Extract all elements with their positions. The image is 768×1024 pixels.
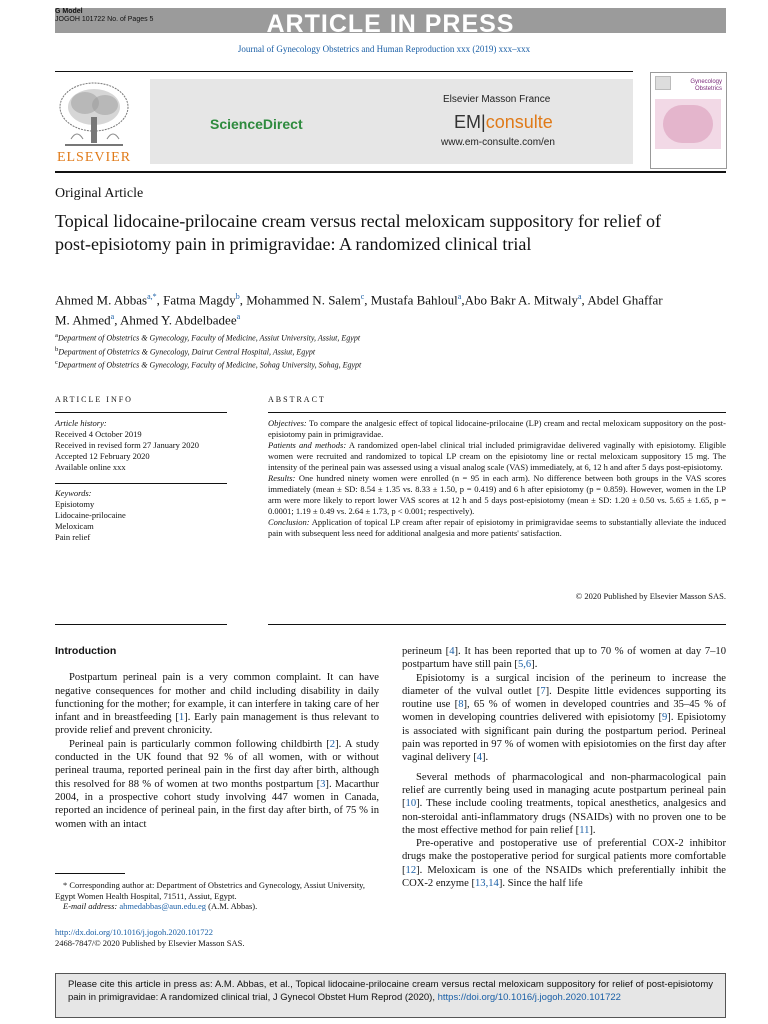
info-bottom-rule (55, 624, 227, 625)
reference-link[interactable]: 11 (579, 824, 590, 836)
affiliation-text: Department of Obstetrics & Gynecology, Faculty of Medicine, Assiut University, Assiut, Egypt (57, 333, 361, 343)
abstract-section (268, 473, 726, 517)
author-affiliation-mark: a (457, 292, 462, 301)
author-name: Ahmed M. Abbas (55, 292, 148, 308)
citation-doi-link[interactable]: https://doi.org/10.1016/j.jogoh.2020.101722 (437, 991, 621, 1003)
affiliation-mark: c (55, 359, 58, 367)
history-item: Accepted 12 February 2020 (55, 451, 150, 461)
article-info-rule (55, 412, 227, 413)
left-column (55, 645, 379, 831)
reference-link[interactable]: 3 (320, 778, 326, 790)
email-suffix: (A.M. Abbas). (206, 901, 258, 911)
history-label: Article history: (55, 418, 107, 428)
article-in-press-banner (55, 8, 726, 38)
keywords-block (55, 488, 227, 543)
corresponding-footnote (55, 880, 379, 912)
intro-paragraph-1: Postpartum perineal pain is a very common complaint. It can have negative consequences for mother and child including disability in daily functioning for the mother; for example, it can interfere in taking care of her infant and in breastfeeding [1]. Early pain management is thus relevant to provide relief and prevent chronicity. (55, 672, 379, 737)
abstract-section (268, 440, 726, 473)
header-rule (55, 71, 633, 72)
em-suffix: consulte (485, 112, 553, 132)
em-prefix: EM (454, 112, 481, 132)
abstract-section-text: To compare the analgesic effect of topical lidocaine-prilocaine (LP) cream and rectal meloxicam suppository on the post-episiotomy pain in primigravidae. (268, 418, 726, 439)
abstract-section-label: Objectives: (268, 418, 307, 428)
history-item: Received in revised form 27 January 2020 (55, 440, 199, 450)
intro-heading: Introduction (55, 645, 117, 657)
author-name: Fatma Magdy (163, 292, 236, 308)
header-thick-rule (55, 171, 726, 173)
abstract-heading: ABSTRACT (268, 395, 326, 404)
author-list: Ahmed M. Abbas$^{a,*}$, Fatma Magdy$^b$, Mohammed N. Salem$^c$, Mustafa Bahloul$^a$,Abo Bakr A. Mitwaly$^a$, Abdel Ghaffar M. Ahmed$^a$, Ahmed Y. Abdelbadee$^a$ (55, 292, 663, 328)
journal-line[interactable]: Journal of Gynecology Obstetrics and Human Reproduction xxx (2019) xxx–xxx (237, 44, 531, 54)
abstract-section-label: Results: (268, 473, 296, 483)
abstract-section (268, 517, 726, 539)
affiliations (55, 330, 675, 371)
reference-link[interactable]: 2 (329, 738, 336, 750)
reference-link[interactable]: 4 (476, 752, 483, 764)
abstract-copyright: © 2020 Published by Elsevier Masson SAS. (575, 591, 726, 601)
abstract-rule (268, 412, 726, 413)
author-name: Mohammed N. Salem (246, 292, 361, 308)
keyword-item: Pain relief (55, 532, 91, 542)
pages-label: JOGOH 101722 No. of Pages 5 (55, 16, 154, 23)
journal-cover-thumbnail[interactable] (650, 72, 727, 169)
author-name: Mustafa Bahloul (370, 292, 458, 308)
intro-paragraph-6: Pre-operative and postoperative use of preferential COX-2 inhibitor drugs make the postoperative period for surgical patients more comfortable [12]. Meloxicam is one of the NSAIDs which preferentially inhibit the COX-2 enzyme [13,14]. Since the half life (402, 838, 726, 890)
history-item: Received 4 October 2019 (55, 429, 142, 439)
abstract-section-text: One hundred ninety women were enrolled (n = 95 in each arm). No difference between both groups in the VAS scores immediately (mean ± SD: 8.54 ± 1.35 vs. 8.33 ± 1.50, p = 0.419) and 6 h after episiotomy (p = 0.859). However, women in the LP arm were more likely to report lower VAS scores at 12 h and 5 days post-episiotomy (mean ± SD: 1.20 ± 0.50 vs. 5.65 ± 1.65, p = 0.0001; 1.19 ± 0.49 vs. 2.64 ± 1.73, p < 0.001; respectively). (268, 473, 726, 516)
reference-link[interactable]: 12 (405, 864, 417, 876)
cover-title: Gynecology Obstetrics (690, 79, 722, 92)
keyword-item: Episiotomy (55, 499, 95, 509)
article-type: Original Article (55, 186, 144, 201)
history-list (55, 429, 227, 473)
banner-text: ARTICLE IN PRESS (266, 10, 515, 38)
author-name: Abo Bakr A. Mitwaly (464, 292, 578, 308)
author-affiliation-mark: b (235, 292, 240, 301)
right-column (402, 645, 726, 890)
reference-link[interactable]: 5,6 (517, 659, 532, 671)
abstract-section-text: A randomized open-label clinical trial included primigravidae delivered vaginally with episiotomy. Eligible women were recruited and randomized to topical LP cream on the episiotomy line or rectal meloxicam suppository 15 mg. The intensity of the perineal pain was assessed using a visual analog scale (VAS) immediately, at 6, 12 h and after 5 days post-episiotomy. (268, 440, 727, 472)
abstract-section-text: Application of topical LP cream after repair of episiotomy in primigravidae seems to substantially alleviate the induced pain with subsequent less need for additional analgesia and more patients' satisfaction. (268, 517, 727, 538)
reference-link[interactable]: 10 (405, 798, 417, 810)
intro-paragraph-3: perineum [4]. It has been reported that up to 70 % of women at day 7–10 postpartum have still pain [5,6]. (402, 646, 727, 671)
abstract-section (268, 418, 726, 440)
reference-link[interactable]: 9 (661, 712, 668, 724)
history-item: Available online xxx (55, 462, 126, 472)
abstract-body (268, 418, 726, 539)
keywords-label: Keywords: (55, 488, 92, 498)
keywords-list (55, 499, 227, 543)
affiliation-text: Department of Obstetrics & Gynecology, Dairut Central Hospital, Assiut, Egypt (58, 347, 316, 357)
intro-paragraph-5: Several methods of pharmacological and non-pharmacological pain relief are currently being used in managing acute postpartum perineal pain [10]. These include cooling treatments, topical anesthetics, analgesics and non-steroidal anti-inflammatory drugs (NSAIDs) with no proven one to be the most effective method for pain relief [11]. (402, 771, 726, 836)
em-consulte-logo[interactable]: EM|consulte (454, 112, 553, 132)
intro-paragraph-2: Perineal pain is particularly common following childbirth [2]. A study conducted in the UK found that 92 % of all women, with or without perineal trauma, reported perineal pain in the first day after birth, although this resolved for 88 % of women at two months postpartum [3]. Macarthur 2004, in a prospective cohort study involving 447 women in Canada, reported an incidence of perineal pain, in the first day after birth, of 75 % in women with an intact (55, 738, 379, 830)
email-line (55, 901, 379, 912)
keyword-item: Meloxicam (55, 521, 94, 531)
affiliation-mark: b (55, 345, 59, 353)
author-email-link[interactable]: ahmedabbas@aun.edu.eg (119, 901, 207, 911)
affiliation-line (55, 357, 675, 371)
citation-box (55, 973, 726, 1018)
reference-link[interactable]: 1 (178, 712, 185, 724)
keyword-item: Lidocaine-prilocaine (55, 510, 126, 520)
doi-block (55, 927, 395, 948)
article-info-heading: ARTICLE INFO (55, 395, 133, 404)
reference-link[interactable]: 8 (458, 699, 464, 711)
email-label: E-mail address: (63, 901, 118, 911)
article-history (55, 418, 227, 473)
abstract-bottom-rule (268, 624, 726, 625)
abstract-section-label: Conclusion: (268, 517, 310, 527)
reference-link[interactable]: 13,14 (474, 878, 499, 890)
doi-link[interactable]: http://dx.doi.org/10.1016/j.jogoh.2020.101722 (55, 927, 214, 937)
affiliation-mark: a (55, 332, 58, 339)
author-name: Abdel Ghaffar M. Ahmed (55, 292, 663, 328)
reference-link[interactable]: 4 (449, 646, 455, 657)
citation-text: Please cite this article in press as: A.M. Abbas, et al., Topical lidocaine-prilocaine cream versus rectal meloxicam suppository for relief of post-episiotomy pain in primigravidae: A randomized clinical trial, J Gynecol Obstet Hum Reprod (2020), (68, 979, 713, 1003)
author-affiliation-mark: a (577, 292, 582, 301)
article-code (55, 8, 153, 24)
article-title: Topical lidocaine-prilocaine cream versus rectal meloxicam suppository for relief of post-episiotomy pain in primigravidae: A randomized clinical trial (55, 211, 661, 254)
em-france-label: Elsevier Masson France (443, 94, 551, 105)
g-model-label: G Model (55, 8, 83, 15)
elsevier-wordmark: ELSEVIER (56, 150, 132, 165)
abstract-section-label: Patients and methods: (268, 440, 347, 450)
sciencedirect-logo[interactable]: ScienceDirect (210, 116, 303, 132)
author-affiliation-mark: a (110, 312, 115, 322)
intro-paragraph-4: Episiotomy is a surgical incision of the perineum to increase the diameter of the vulval outlet [7]. Despite little evidences supporting its routine use [8], 65 % of women in developed countries and 35–45 % of women in developing countries delivered with episiotomy [9]. Episiotomy is associated with significant pain during the postpartum period. Perineal pain was reported in 97 % of women with episiotomies on the first day after vaginal delivery [4]. (402, 672, 727, 764)
footnote-rule (55, 873, 125, 874)
em-consulte-url[interactable]: www.em-consulte.com/en (441, 137, 555, 148)
affiliation-line (55, 330, 675, 344)
author-affiliation-mark: c (360, 292, 365, 301)
affiliation-text: Department of Obstetrics & Gynecology, Faculty of Medicine, Sohag University, Sohag, Egypt (57, 360, 362, 370)
author-name: Ahmed Y. Abdelbadee (119, 312, 237, 328)
author-affiliation-mark: a (236, 312, 241, 322)
affiliation-line (55, 344, 675, 358)
corresponding-author: * Corresponding author at: Department of Obstetrics and Gynecology, Assiut University, Egypt Women Health Hospital, 71511, Assiut, Egypt. (55, 880, 366, 901)
elsevier-tree-logo (55, 79, 133, 149)
issn-line: 2468-7847/© 2020 Published by Elsevier Masson SAS. (55, 937, 245, 948)
keywords-rule (55, 483, 227, 484)
author-affiliation-mark: a,* (147, 292, 157, 301)
reference-link[interactable]: 7 (540, 685, 546, 697)
